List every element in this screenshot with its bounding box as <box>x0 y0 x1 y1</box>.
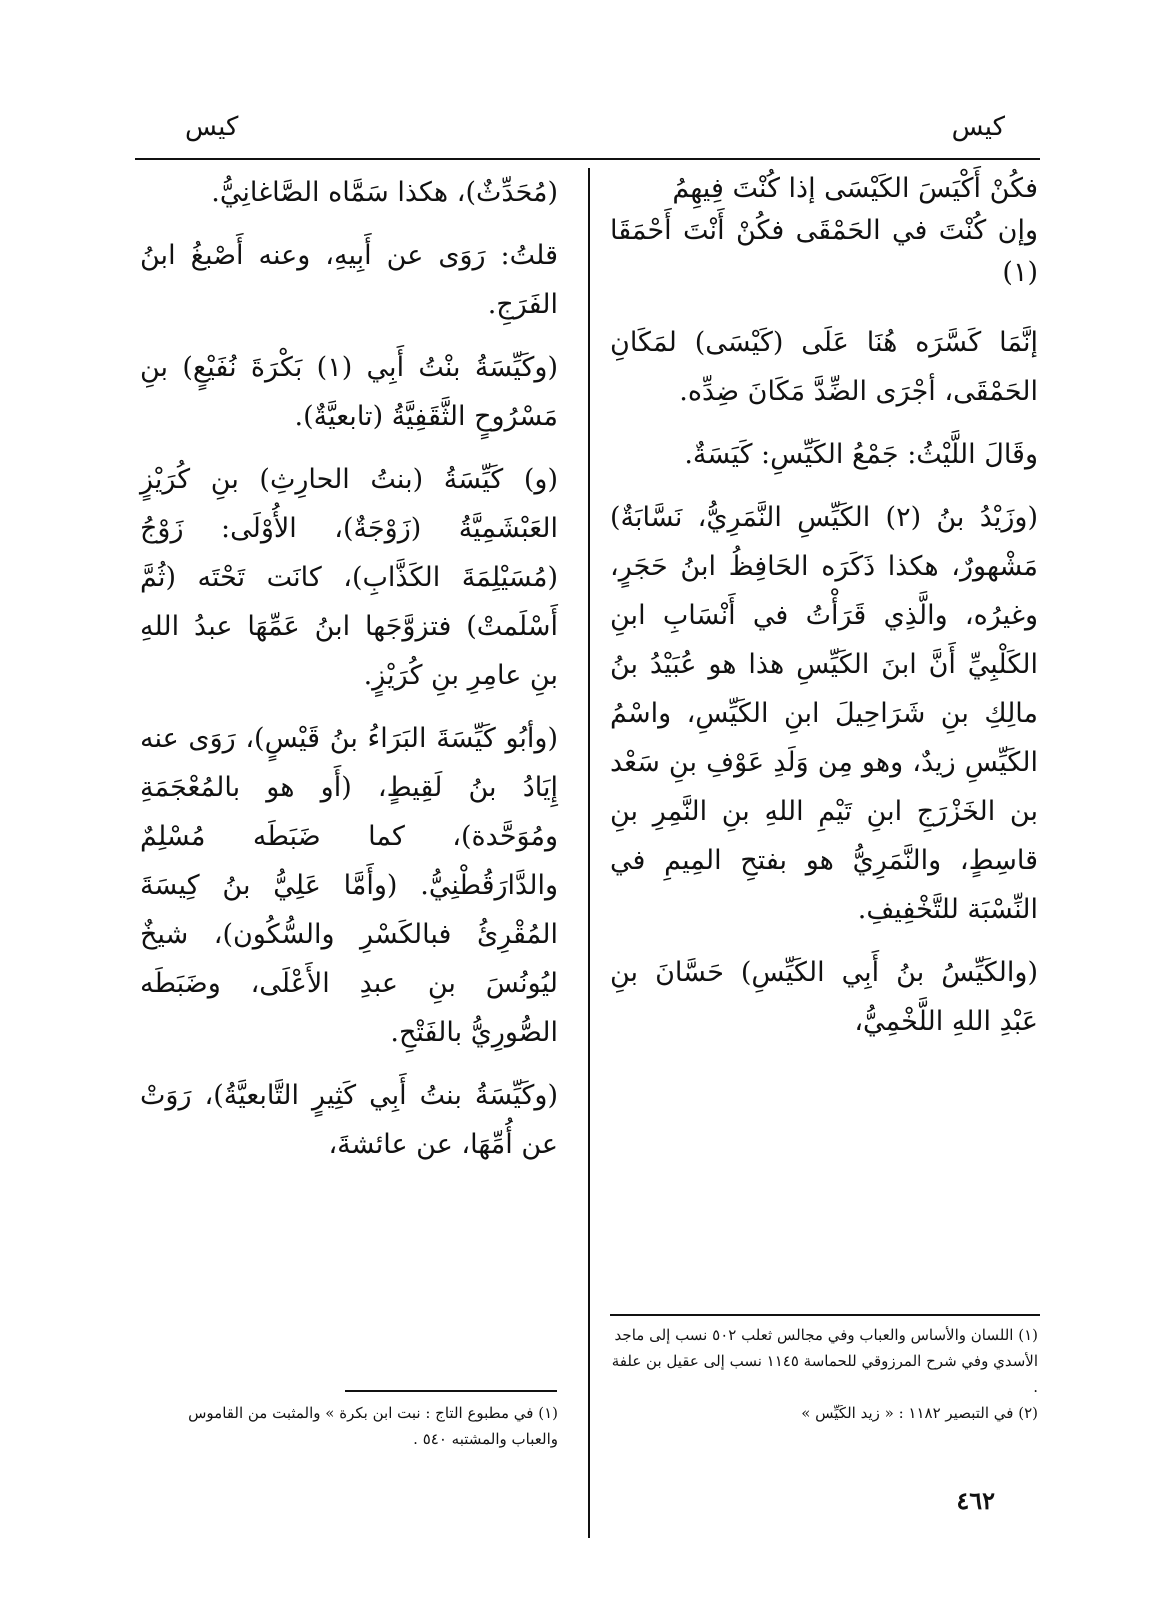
paragraph: (وأبُو كَيِّسَةَ البَرَاءُ بنُ قَيْسٍ)، رَوَى عنه إِيَادُ بنُ لَقِيطٍ، (أَو هو بالمُعْجَمَةِ ومُوَحَّدة)، كما ضَبَطَه مُسْلِمٌ والدَّارَقُطْنِيُّ. (وأَمَّا عَلِيُّ بنُ كِيسَةَ المُقْرِئُ فبالكَسْرِ والسُّكُون)، شيخٌ ليُونُسَ بنِ عبدِ الأَعْلَى، وضَبَطَه الصُّورِيُّ بالفَتْحِ. <box>140 723 558 1048</box>
header-entry-word-right: كيس <box>951 112 1005 142</box>
right-column <box>610 168 1038 1060</box>
poem-line: وإن كُنْتَ في الحَمْقَى فكُنْ أَنْتَ أَحْمَقَا (١) <box>610 215 1038 288</box>
paragraph: إنَّمَا كَسَّرَه هُنَا عَلَى (كَيْسَى) لمَكَانِ الحَمْقَى، أجْرَى الضِّدَّ مَكَانَ ضِدِّه. <box>610 327 1038 407</box>
paragraph: قلتُ: رَوَى عن أَبِيهِ، وعنه أَصْبغُ ابنُ الفَرَجِ. <box>140 240 558 320</box>
paragraph: (مُحَدِّثٌ)، هكذا سَمَّاه الصَّاغانِيُّ. <box>211 177 558 208</box>
paragraph: (وزَيْدُ بنُ (٢) الكَيِّسِ النَّمَرِيُّ، نَسَّابَةٌ) مَشْهورٌ، هكذا ذَكَرَه الحَافِظُ ابنُ حَجَرٍ، وغيرُه، والَّذِي قَرَأْتُ في أَنْسَابِ ابنِ الكَلْبِيِّ أَنَّ ابنَ الكَيِّسِ هذا هو عُبَيْدُ بنُ مالِكِ بنِ شَرَاحِيلَ ابنِ الكَيِّسِ، واسْمُ الكَيِّسِ زيدٌ، وهو مِن وَلَدِ عَوْفِ بنِ سَعْد بن الخَزْرَجِ ابنِ تَيْمِ اللهِ بنِ النَّمِرِ بنِ قاسِطٍ، والنَّمَرِيُّ هو بفتحِ المِيمِ في النِّسْبَة للتَّخْفِيفِ. <box>610 502 1038 925</box>
paragraph: (وكَيِّسَةُ بنْتُ أَبِي (١) بَكْرَةَ نُفَيْعٍ) بنِ مَسْرُوحٍ الثَّقَفِيَّةُ (تابعيَّةٌ). <box>140 352 558 432</box>
paragraph: (و) كَيِّسَةُ (بنتُ الحارِثِ) بنِ كُرَيْزٍ العَبْشَمِيَّةُ (زَوْجَةٌ)، الأُوْلَى: زَوْجُ (مُسَيْلِمَةَ الكَذَّابِ)، كانَت تَحْتَه (ثُمَّ أَسْلَمتْ) فتزوَّجَها ابنُ عَمِّهَا عبدُ اللهِ بنِ عامِرِ بنِ كُرَيْزٍ. <box>140 464 558 691</box>
paragraph: (والكَيِّسُ بنُ أَبِي الكَيِّسِ) حَسَّانَ بنِ عَبْدِ اللهِ اللَّخْمِيُّ، <box>610 957 1038 1037</box>
footnote: (١) اللسان والأساس والعباب وفي مجالس ثعلب ٥٠٢ نسب إلى ماجد الأسدي وفي شرح المرزوقي للحماسة ١١٤٥ نسب إلى عقيل بن علفة . <box>611 1326 1038 1396</box>
footnote: (٢) في التبصير ١١٨٢ : « زيد الكَيِّس » <box>801 1404 1038 1422</box>
footnote: (١) في مطبوع التاج : نبت ابن بكرة » والمثبت من القاموس والعباب والمشتبه ٥٤٠ . <box>188 1404 558 1448</box>
footnotes-left <box>140 1400 558 1452</box>
poem-line: فكُنْ أَكْيَسَ الكَيْسَى إذا كُنْتَ فِيهِمُ <box>672 173 1038 204</box>
footnote-rule-left <box>345 1390 557 1392</box>
footnotes-right <box>608 1322 1038 1426</box>
page-number: ٤٦٢ <box>956 1486 995 1515</box>
poem-verse <box>610 168 1038 294</box>
paragraph: وقَالَ اللَّيْثُ: جَمْعُ الكَيِّسِ: كَيَسَةٌ. <box>684 439 1038 470</box>
column-divider <box>588 168 590 1538</box>
header-entry-word-left: كيس <box>185 112 239 142</box>
left-column <box>140 168 558 1183</box>
paragraph: (وكَيِّسَةُ بنتُ أَبِي كَثِيرٍ التَّابعيَّةُ)، رَوَتْ عن أُمِّهَا، عن عائشةَ، <box>140 1080 558 1160</box>
footnote-rule-right <box>610 1314 1040 1316</box>
header-rule <box>135 158 1040 160</box>
